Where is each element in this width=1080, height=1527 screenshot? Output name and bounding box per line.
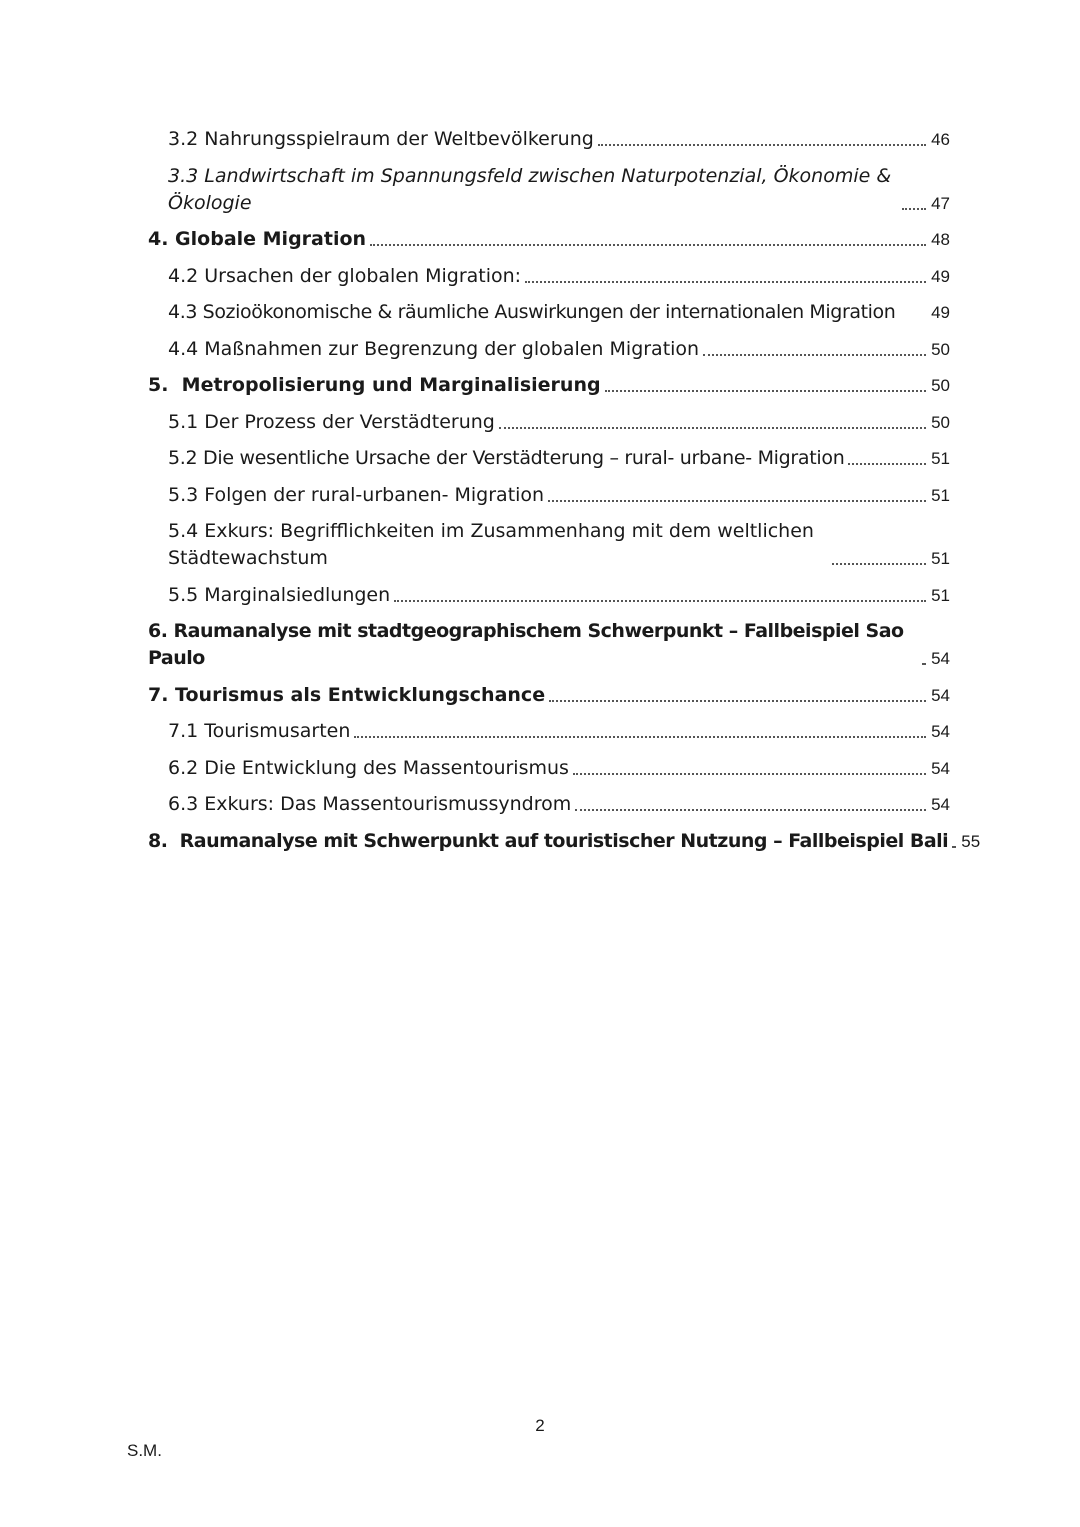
toc-entry-label: 5. Metropolisierung und Marginalisierung xyxy=(148,374,601,396)
toc-entry-page: 49 xyxy=(931,266,950,286)
toc-entry[interactable] xyxy=(148,445,950,472)
toc-entry-page: 50 xyxy=(931,412,950,432)
toc-entry-label: 3.2 Nahrungsspielraum der Weltbevölkerung xyxy=(168,128,594,150)
toc-entry-label: 5.5 Marginalsiedlungen xyxy=(168,583,391,606)
toc-entry-label: 5.2 Die wesentliche Ursache der Verstädterung – rural- urbane- Migration xyxy=(168,447,845,469)
toc-entry-label: 5.1 Der Prozess der Verstädterung xyxy=(168,410,495,433)
toc-entry[interactable] xyxy=(148,582,950,609)
dot-leader xyxy=(548,500,926,502)
toc-entry[interactable] xyxy=(148,828,981,855)
toc-entry-label: 6.2 Die Entwicklung des Massentourismus xyxy=(168,756,569,779)
table-of-contents xyxy=(148,126,981,864)
toc-entry[interactable] xyxy=(148,372,950,399)
toc-entry[interactable] xyxy=(148,791,950,818)
dot-leader xyxy=(499,427,926,429)
dot-leader xyxy=(703,354,926,356)
toc-entry-label: 7.1 Tourismusarten xyxy=(168,720,351,742)
toc-entry[interactable] xyxy=(148,518,950,572)
dot-leader xyxy=(832,563,926,565)
toc-entry-label: 6. Raumanalyse mit stadtgeographischem Schwerpunkt – Fallbeispiel Sao Paulo xyxy=(148,620,904,669)
toc-entry[interactable] xyxy=(148,126,950,153)
page-number: 2 xyxy=(535,1416,545,1435)
toc-entry-page: 47 xyxy=(931,193,950,213)
dot-leader xyxy=(573,773,926,775)
toc-entry-label: 6.3 Exkurs: Das Massentourismussyndrom xyxy=(168,793,572,815)
toc-entry[interactable] xyxy=(148,336,950,363)
toc-entry[interactable] xyxy=(148,482,950,509)
dot-leader xyxy=(922,663,926,665)
toc-entry[interactable] xyxy=(148,755,950,782)
toc-entry-page: 55 xyxy=(961,831,981,851)
toc-entry-page: 51 xyxy=(931,485,950,505)
toc-entry-page: 54 xyxy=(931,758,950,778)
toc-entry[interactable] xyxy=(148,263,950,290)
toc-entry-page: 49 xyxy=(931,303,950,322)
toc-entry[interactable] xyxy=(148,163,950,217)
toc-entry-page: 51 xyxy=(931,585,950,605)
dot-leader xyxy=(598,144,926,146)
dot-leader xyxy=(575,809,926,811)
toc-entry-label: 4.4 Maßnahmen zur Begrenzung der globalen Migration xyxy=(168,337,700,360)
toc-entry-page: 50 xyxy=(931,339,950,359)
toc-entry-label: 7. Tourismus als Entwicklungschance xyxy=(148,683,546,706)
dot-leader xyxy=(848,463,926,465)
dot-leader xyxy=(370,244,926,246)
toc-entry[interactable] xyxy=(148,409,950,436)
toc-entry-label: 4.2 Ursachen der globalen Migration: xyxy=(168,264,522,287)
toc-entry[interactable] xyxy=(148,718,950,745)
dot-leader xyxy=(354,736,926,738)
toc-entry-label: 5.3 Folgen der rural-urbanen- Migration xyxy=(168,483,545,506)
toc-entry-label: 4.3 Sozioökonomische & räumliche Auswirkungen der internationalen Migration xyxy=(168,301,896,323)
toc-entry-label: 8. Raumanalyse mit Schwerpunkt auf touristischer Nutzung – Fallbeispiel Bali xyxy=(148,829,949,852)
toc-entry-page: 54 xyxy=(931,722,950,741)
toc-entry-page: 54 xyxy=(931,685,950,705)
toc-entry-page: 50 xyxy=(931,376,950,395)
toc-entry[interactable] xyxy=(148,299,950,326)
toc-entry-page: 54 xyxy=(931,795,950,814)
footer-initials: S.M. xyxy=(127,1441,162,1460)
dot-leader xyxy=(549,700,926,702)
toc-entry-page: 51 xyxy=(931,549,950,568)
toc-entry-page: 48 xyxy=(931,230,950,249)
toc-entry-page: 54 xyxy=(931,649,950,668)
dot-leader xyxy=(394,600,926,602)
dot-leader xyxy=(952,846,956,848)
dot-leader xyxy=(525,281,926,283)
toc-entry[interactable] xyxy=(148,682,950,709)
toc-entry[interactable] xyxy=(148,618,950,672)
toc-entry-label: 5.4 Exkurs: Begrifflichkeiten im Zusammenhang mit dem weltlichen Städtewachstum xyxy=(168,520,814,569)
toc-entry-label: 4. Globale Migration xyxy=(148,228,367,250)
toc-entry-label: 3.3 Landwirtschaft im Spannungsfeld zwischen Naturpotenzial, Ökonomie & Ökologie xyxy=(168,164,892,214)
dot-leader xyxy=(902,208,926,210)
dot-leader xyxy=(605,390,926,392)
toc-entry[interactable] xyxy=(148,226,950,253)
toc-entry-page: 46 xyxy=(931,130,950,149)
toc-entry-page: 51 xyxy=(931,449,950,468)
